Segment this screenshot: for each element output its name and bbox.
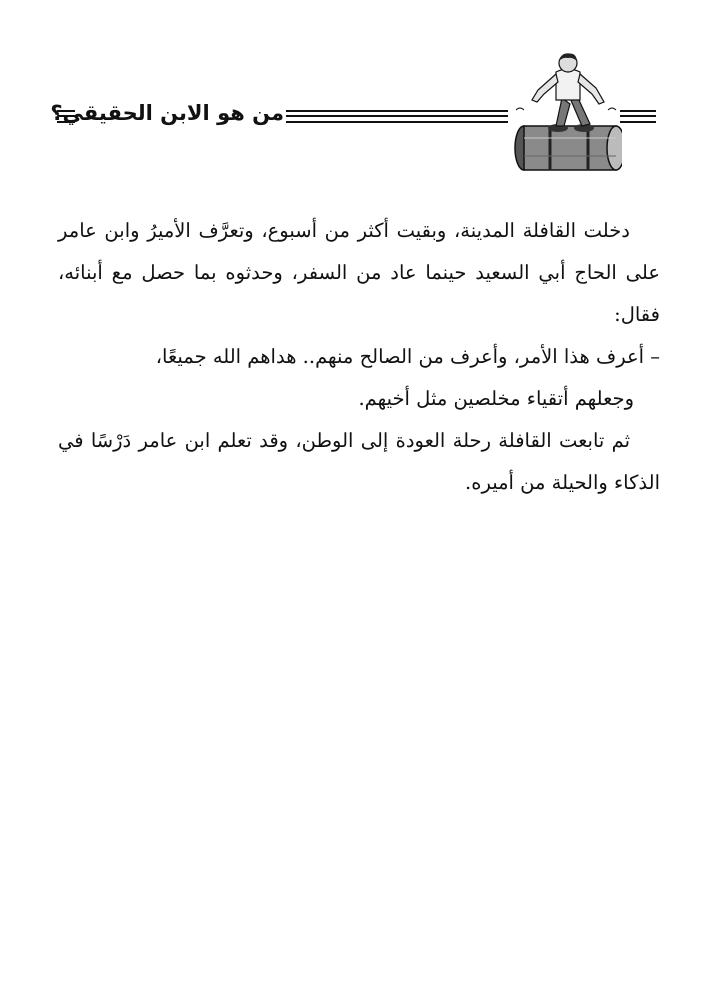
decorative-rule-middle [286, 110, 508, 123]
chapter-title: من هو الابن الحقيقي؟ [50, 101, 284, 125]
dialog-line-1: – أعرف هذا الأمر، وأعرف من الصالح منهم.. هداهم الله جميعًا، [155, 345, 660, 368]
story-text [58, 210, 660, 504]
boy-on-barrel-icon [510, 52, 622, 174]
paragraph-2: ثم تابعت القافلة رحلة العودة إلى الوطن، وقد تعلم ابن عامر دَرْسًا في الذكاء والحيلة من أميره. [58, 429, 660, 494]
paragraph-1: دخلت القافلة المدينة، وبقيت أكثر من أسبوع، وتعرَّف الأميرُ وابن عامر على الحاج أبي السعيد حينما عاد من السفر، وحدثوه بما حصل مع أبنائه، فقال: [58, 219, 660, 326]
decorative-rule-right [620, 110, 656, 123]
dialog-line-2: وجعلهم أتقياء مخلصين مثل أخيهم. [358, 387, 634, 410]
